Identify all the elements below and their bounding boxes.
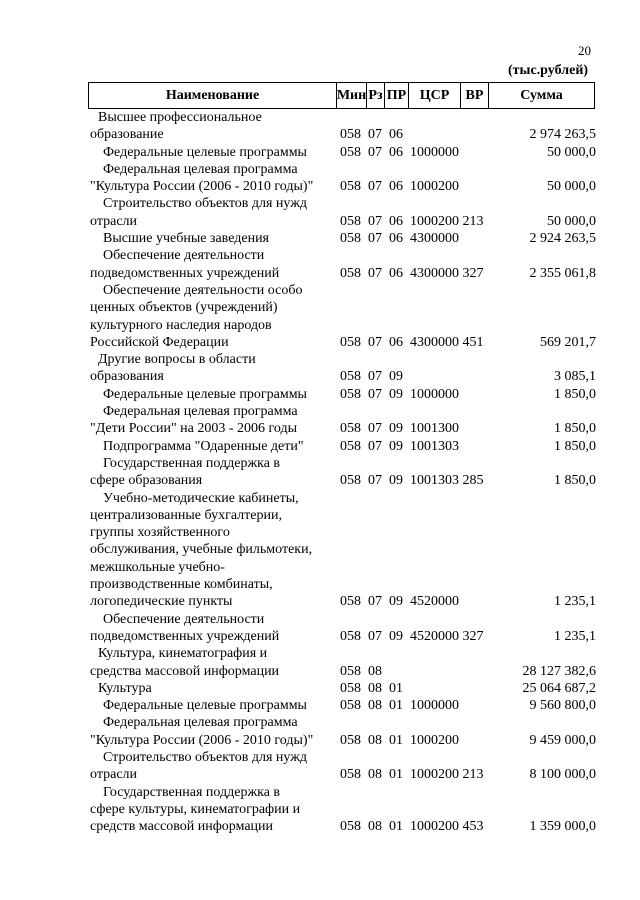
row-codes: 058 07 06 1000000	[340, 144, 459, 160]
row-name: Культура, кинематография и	[98, 646, 268, 662]
table-row	[0, 351, 640, 368]
row-name: Строительство объектов для нужд	[103, 749, 308, 765]
row-name: культурного наследия народов	[90, 317, 272, 333]
row-name: Российской Федерации	[90, 334, 229, 350]
row-codes: 058 07 06 1000200 213	[340, 213, 484, 229]
table-row	[0, 541, 640, 558]
row-name: Федеральные целевые программы	[103, 698, 307, 714]
row-name: Высшие учебные заведения	[103, 231, 269, 247]
row-codes: 058 07 06 1000200	[340, 179, 459, 195]
row-name: Федеральная целевая программа	[103, 404, 298, 420]
row-amount: 50 000,0	[547, 179, 596, 195]
table-row	[0, 593, 640, 610]
row-amount: 9 459 000,0	[529, 732, 596, 748]
row-codes: 058 07 06 4300000	[340, 231, 459, 247]
table-row	[0, 628, 640, 645]
table-row	[0, 334, 640, 351]
row-codes: 058 08 01 1000200 213	[340, 767, 484, 783]
row-codes: 058 07 06 4300000 327	[340, 265, 484, 281]
row-codes: 058 08 01 1000200 453	[340, 819, 484, 835]
row-amount: 2 355 061,8	[529, 265, 596, 281]
header-csr: ЦСР	[409, 83, 461, 108]
row-amount: 8 100 000,0	[529, 767, 596, 783]
row-codes: 058 08 01 1000000	[340, 698, 459, 714]
table-row	[0, 645, 640, 662]
table-row	[0, 576, 640, 593]
table-row	[0, 455, 640, 472]
header-pr: ПР	[385, 83, 409, 108]
row-name: Государственная поддержка в	[103, 455, 281, 471]
row-name: Федеральные целевые программы	[103, 386, 307, 402]
row-name: Высшее профессиональное	[98, 110, 262, 125]
row-name: централизованные бухгалтерии,	[90, 507, 282, 523]
row-name: средства массовой информации	[90, 663, 280, 679]
row-name: Обеспечение деятельности особо	[103, 282, 303, 298]
row-name: Подпрограмма "Одаренные дети"	[103, 438, 304, 454]
table-row	[0, 178, 640, 195]
row-name: Культура	[98, 680, 152, 696]
table-row	[0, 195, 640, 212]
table-row	[0, 472, 640, 489]
row-name: Строительство объектов для нужд	[103, 196, 308, 212]
table-row	[0, 507, 640, 524]
row-codes: 058 07 06	[340, 127, 403, 143]
row-codes: 058 08	[340, 663, 382, 679]
row-name: ценных объектов (учреждений)	[90, 300, 278, 316]
row-name: подведомственных учреждений	[90, 265, 280, 281]
row-name: образования	[90, 369, 164, 385]
row-name: отрасли	[90, 213, 138, 229]
row-amount: 28 127 382,6	[522, 663, 596, 679]
row-name: отрасли	[90, 767, 138, 783]
header-name: Наименование	[89, 83, 337, 108]
row-name: "Культура России (2006 - 2010 годы)"	[90, 179, 314, 195]
page-number: 20	[578, 43, 591, 58]
row-name: межшкольные учебно-	[90, 559, 225, 575]
table-row	[0, 732, 640, 749]
row-name: обслуживания, учебные фильмотеки,	[90, 542, 313, 558]
row-amount: 1 850,0	[554, 438, 596, 454]
row-amount: 1 850,0	[554, 421, 596, 437]
table-row	[0, 714, 640, 731]
table-row	[0, 697, 640, 714]
row-amount: 1 235,1	[554, 594, 596, 610]
table-row	[0, 680, 640, 697]
table-row	[0, 126, 640, 143]
row-name: сфере образования	[90, 473, 203, 489]
row-codes: 058 07 06 4300000 451	[340, 334, 484, 350]
row-amount: 1 359 000,0	[529, 819, 596, 835]
row-name: Государственная поддержка в	[103, 784, 281, 800]
row-name: Учебно-методические кабинеты,	[103, 490, 299, 506]
row-name: группы хозяйственного	[90, 525, 230, 541]
row-name: Другие вопросы в области	[98, 352, 256, 368]
table-row	[0, 265, 640, 282]
table-row	[0, 524, 640, 541]
row-codes: 058 08 01	[340, 680, 403, 696]
row-amount: 1 850,0	[554, 386, 596, 402]
row-codes: 058 07 09	[340, 369, 403, 385]
row-amount: 9 560 800,0	[529, 698, 596, 714]
table-row	[0, 213, 640, 230]
table-row	[0, 663, 640, 680]
table-row	[0, 766, 640, 783]
units-label: (тыс.рублей)	[508, 63, 589, 78]
header-min: Мин	[337, 83, 367, 108]
row-name: средств массовой информации	[90, 819, 274, 835]
table-row	[0, 368, 640, 385]
row-name: подведомственных учреждений	[90, 628, 280, 644]
row-codes: 058 07 09 1001303 285	[340, 473, 484, 489]
row-amount: 1 850,0	[554, 473, 596, 489]
table-row	[0, 247, 640, 264]
row-name: производственные комбинаты,	[90, 577, 273, 593]
row-amount: 2 974 263,5	[529, 127, 596, 143]
header-rz: Рз	[367, 83, 385, 108]
table-body	[0, 109, 640, 835]
table-row	[0, 403, 640, 420]
header-sum: Сумма	[520, 87, 563, 103]
table-row	[0, 420, 640, 437]
table-row	[0, 749, 640, 766]
row-amount: 3 085,1	[554, 369, 596, 385]
header-vr: ВР	[461, 83, 489, 108]
row-name: "Культура России (2006 - 2010 годы)"	[90, 732, 314, 748]
table-row	[0, 438, 640, 455]
row-amount: 25 064 687,2	[522, 680, 596, 696]
table-row	[0, 386, 640, 403]
row-name: "Дети России" на 2003 - 2006 годы	[90, 421, 298, 437]
table-row	[0, 109, 640, 126]
table-row	[0, 611, 640, 628]
row-codes: 058 07 09 4520000 327	[340, 628, 484, 644]
row-name: Федеральные целевые программы	[103, 144, 307, 160]
row-name: Федеральная целевая программа	[103, 715, 298, 731]
row-name: Обеспечение деятельности	[103, 248, 265, 264]
row-codes: 058 07 09 4520000	[340, 594, 459, 610]
table-row	[0, 144, 640, 161]
row-name: Обеспечение деятельности	[103, 611, 265, 627]
row-name: сфере культуры, кинематографии и	[90, 801, 301, 817]
table-header	[88, 82, 595, 109]
table-row	[0, 559, 640, 576]
row-codes: 058 07 09 1001303	[340, 438, 459, 454]
table-row	[0, 801, 640, 818]
table-row	[0, 230, 640, 247]
table-row	[0, 490, 640, 507]
row-amount: 2 924 263,5	[529, 231, 596, 247]
table-row	[0, 784, 640, 801]
row-amount: 50 000,0	[547, 144, 596, 160]
table-row	[0, 818, 640, 835]
table-row	[0, 317, 640, 334]
row-codes: 058 08 01 1000200	[340, 732, 459, 748]
table-row	[0, 161, 640, 178]
row-codes: 058 07 09 1000000	[340, 386, 459, 402]
row-codes: 058 07 09 1001300	[340, 421, 459, 437]
row-name: логопедические пункты	[90, 594, 233, 610]
table-row	[0, 299, 640, 316]
row-name: образование	[90, 127, 164, 143]
row-amount: 569 201,7	[540, 334, 596, 350]
row-amount: 50 000,0	[547, 213, 596, 229]
row-amount: 1 235,1	[554, 628, 596, 644]
row-name: Федеральная целевая программа	[103, 161, 298, 177]
table-row	[0, 282, 640, 299]
